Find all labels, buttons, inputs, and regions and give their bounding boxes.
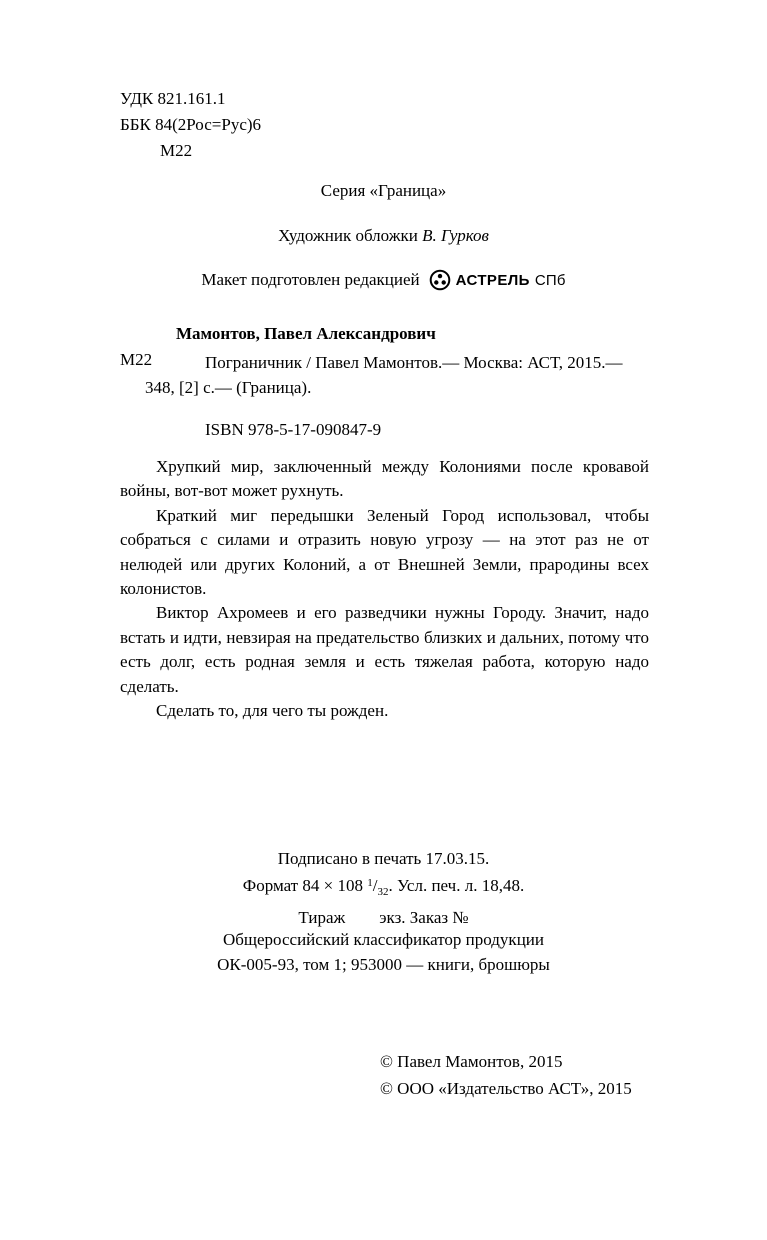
fraction-numerator: 1 [367, 877, 373, 889]
classifier-line: Общероссийский классификатор продукции [223, 930, 544, 949]
copyright-publisher-line: © ООО «Издательство АСТ», 2015 [380, 1079, 632, 1098]
astrel-logo-name: АСТРЕЛЬ [455, 271, 530, 289]
artist-label: Художник обложки [278, 226, 418, 245]
format-line [0, 871, 767, 905]
layout-credit-label: Макет подготовлен редакцией [201, 270, 420, 289]
copyright-block [380, 1048, 632, 1102]
udc-line: УДК 821.161.1 [120, 89, 226, 108]
fraction-denominator: 32 [377, 886, 389, 898]
series-line: Серия «Граница» [320, 181, 447, 200]
astrel-logo-icon [429, 269, 451, 291]
classifier-line: ОК-005-93, том 1; 953000 — книги, брошюры [217, 955, 550, 974]
biblio-code: М22 [120, 350, 153, 369]
layout-credit-line [0, 269, 767, 291]
biblio-author: Мамонтов, Павел Александрович [176, 324, 436, 343]
annotation-paragraph: Виктор Ахромеев и его разведчики нужны Городу. Значит, надо встать и идти, невзирая на предательство близких и дальних, потому что есть долг, есть родная земля и есть тяжелая работа, которую надо сделать. [120, 603, 649, 696]
cover-artist-line [0, 226, 767, 246]
tirage-line: Тираж экз. Заказ № [298, 908, 469, 927]
isbn-line: ISBN 978-5-17-090847-9 [205, 420, 382, 439]
annotation-paragraph: Краткий миг передышки Зеленый Город использовал, чтобы собраться с силами и отразить новую угрозу — на этот раз не от нелюдей или других Колоний, а от Внешней Земли, прародины всех колонистов. [120, 505, 649, 599]
format-suffix: . Усл. печ. л. 18,48. [388, 876, 525, 895]
copyright-author-line: © Павел Мамонтов, 2015 [380, 1052, 563, 1071]
bbk-line: ББК 84(2Рос=Рус)6 [120, 115, 262, 134]
print-info-block [0, 846, 767, 930]
print-date-line: Подписано в печать 17.03.15. [277, 849, 490, 868]
biblio-description: Пограничник / Павел Мамонтов.— Москва: АСТ, 2015.— 348, [2] с.— (Граница). [145, 353, 623, 397]
annotation-paragraph: Сделать то, для чего ты рожден. [156, 701, 389, 721]
astrel-logo-suffix: СПб [534, 271, 566, 289]
classifier-block [0, 927, 767, 977]
fraction-separator: / [372, 876, 378, 895]
annotation-paragraph: Хрупкий мир, заключенный между Колониями после кровавой войны, вот-вот может рухнуть. [120, 457, 649, 501]
annotation-block [120, 455, 649, 723]
classification-block [120, 86, 261, 164]
astrel-logo [429, 269, 566, 291]
format-prefix: Формат 84 × 108 [242, 876, 368, 895]
artist-name: В. Гурков [422, 226, 489, 245]
author-sign-code: М22 [160, 141, 193, 160]
